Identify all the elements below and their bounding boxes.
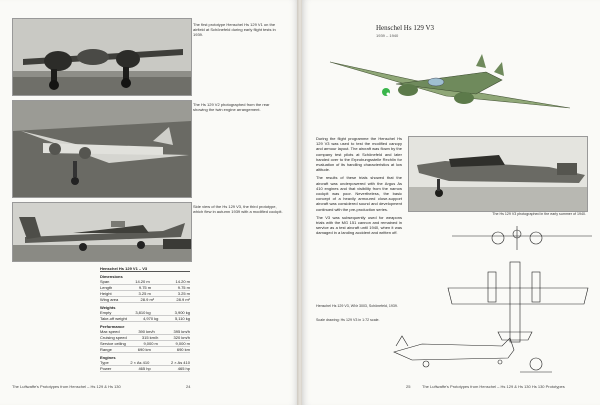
color-profile-illustration — [326, 44, 574, 122]
right-footer: The Luftwaffe's Prototypes from Henschel – Hs 129 & Hs 130 Hs 130 Prototypes — [422, 384, 565, 389]
paragraph: The V3 was subsequently used for weapons trials with the MG 151 cannon and remained in service as a test aircraft until 1940, when it was damaged in a landing accident and written off. — [316, 214, 402, 236]
spec-row: Empty 3,810 kg 3,900 kg — [100, 310, 190, 315]
spec-row: Wing area 28.9 m² 28.9 m² — [100, 297, 190, 302]
paragraph: During the flight programme the Henschel Hs 129 V3 was used to test the modified canopy and armour layout. The aircraft was flown by the company test pilots at Schönefeld and later handed over to the Erprobungsstelle Rechlin for evaluation of its handling characteristics at low altitude. — [316, 136, 402, 173]
left-page-number: 24 — [186, 384, 191, 389]
photo-v3 — [408, 136, 588, 212]
spec-table — [100, 266, 190, 372]
spec-section-title: Performance — [100, 324, 125, 329]
section-title: Henschel Hs 129 V3 — [376, 24, 435, 32]
three-view-drawing — [392, 222, 592, 378]
photo-prototype-side-image — [13, 203, 191, 261]
spec-row: Length 9.75 m 9.75 m — [100, 285, 190, 290]
photo1-caption: The first prototype Henschel Hs 129 V1 on the airfield at Schönefeld during early flight tests in 1939. — [193, 22, 276, 37]
paragraph: The results of these trials showed that the aircraft was underpowered with the Argus As 410 engines and that visibility from the narrow cockpit was poor. Nevertheless, the basic concept of a heavily armoured close-support aircraft was considered sound and development continued with the pre-production series. — [316, 175, 402, 212]
spec-section-title: Weights — [100, 305, 116, 310]
spec-row: Take-off weight 4,970 kg 5,110 kg — [100, 316, 190, 321]
section-subtitle: 1939 – 1940 — [376, 33, 399, 38]
side-view — [394, 336, 552, 372]
spec-row: Span 14.20 m 14.20 m — [100, 279, 190, 284]
spec-row: Range 690 km 690 km — [100, 347, 190, 352]
spec-row: Power 465 hp 465 hp — [100, 366, 190, 371]
left-footer: The Luftwaffe's Prototypes from Henschel – Hs 129 & Hs 130 — [12, 384, 121, 389]
photo3-caption: Side view of the Hs 129 V3, the third prototype, which flew in autumn 1939 with a modified cockpit. — [193, 204, 283, 214]
top-view — [448, 262, 588, 342]
right-page-number: 25 — [406, 384, 411, 389]
spec-row: Max speed 390 km/h 395 km/h — [100, 329, 190, 334]
front-view — [452, 226, 592, 250]
photo-prototype-front-image — [13, 19, 191, 95]
spec-row: Height 3.25 m 3.25 m — [100, 291, 190, 296]
spec-section-title: Engines — [100, 355, 116, 360]
photo-prototype-rear-image — [13, 101, 191, 197]
photo-v3-image — [409, 137, 587, 211]
left-page — [0, 0, 298, 405]
spec-table-title: Henschel Hs 129 V1 – V3 — [100, 266, 190, 272]
photo-v3-caption: The Hs 129 V3 photographed in the early summer of 1940. — [492, 212, 586, 216]
spec-section-title: Dimensions — [100, 274, 123, 279]
article-body — [316, 136, 402, 239]
spec-row: Cruising speed 315 km/h 320 km/h — [100, 335, 190, 340]
spec-row: Type 2 × As 410 2 × As 410 — [100, 360, 190, 365]
photo2-caption: The Hs 129 V2 photographed from the rear showing the twin engine arrangement. — [193, 102, 270, 112]
photo-prototype-front — [12, 18, 192, 96]
drawing-caption-2: Scale drawing: Hs 129 V3 in 1:72 scale. — [316, 318, 380, 322]
drawing-caption-1: Henschel Hs 129 V3, WNr 3003, Schönefeld, 1939. — [316, 304, 398, 308]
right-page — [302, 0, 600, 405]
spec-row: Service ceiling 9,000 m 9,000 m — [100, 341, 190, 346]
photo-prototype-rear — [12, 100, 192, 198]
photo-prototype-side — [12, 202, 192, 262]
